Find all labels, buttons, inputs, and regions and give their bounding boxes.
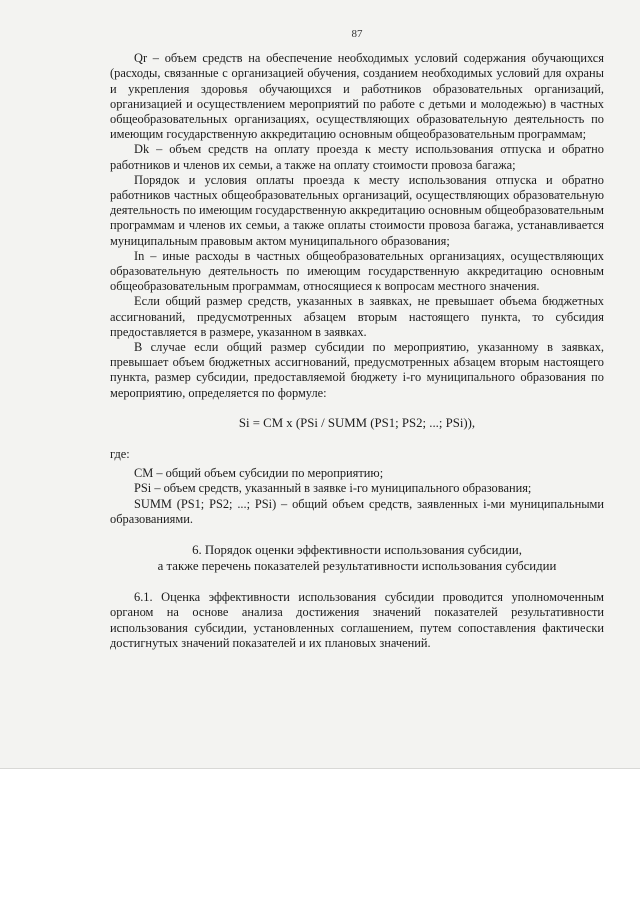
definition-summ: SUMM (PS1; PS2; ...; PSi) – общий объем средств, заявленных i-ми муниципальными образованиями. bbox=[110, 496, 604, 526]
section-heading-line-1: 6. Порядок оценки эффективности использования субсидии, bbox=[192, 543, 522, 558]
paragraph-6-1: 6.1. Оценка эффективности использования субсидии проводится уполномоченным органом на основе анализа достижения значений показателей результативности использования субсидии, установленных соглашением, путем сопоставления фактически достигнутых значений показателей и их плановых значений. bbox=[110, 590, 604, 650]
where-label: где: bbox=[110, 447, 130, 462]
paragraph-in-definition: In – иные расходы в частных общеобразовательных организациях, осуществляющих образовательную деятельность по имеющим государственную аккредитацию основным общеобразовательным программам, относящиеся к вопросам местного значения. bbox=[110, 248, 604, 294]
paragraph-subsidy-within-budget: Если общий размер средств, указанных в заявках, не превышает объема бюджетных ассигнований, предусмотренных абзацем вторым настоящего пункта, то субсидия предоставляется в размере, указанном в заявках. bbox=[110, 294, 604, 339]
definition-cm: CM – общий объем субсидии по мероприятию; bbox=[134, 466, 384, 481]
subsidy-formula: Si = CM x (PSi / SUMM (PS1; PS2; ...; PSi)), bbox=[238, 415, 476, 430]
paragraph-subsidy-exceeds-budget: В случае если общий размер субсидии по мероприятию, указанному в заявках, превышает объем бюджетных ассигнований, предусмотренных абзацем вторым настоящего пункта, размер субсидии, предоставляемой бюджету i-го муниципального образования по мероприятию, определяется по формуле: bbox=[110, 340, 604, 400]
definition-psi: PSi – объем средств, указанный в заявке i-го муниципального образования; bbox=[134, 481, 532, 496]
page-number: 87 bbox=[351, 28, 363, 40]
section-heading bbox=[110, 542, 604, 574]
document-page bbox=[110, 27, 604, 651]
paragraph-travel-payment-order: Порядок и условия оплаты проезда к месту использования отпуска и обратно работников частных общеобразовательных организаций, осуществляющих образовательную деятельность по имеющим государственную аккредитацию основным общеобразовательным программам и членов их семьи, а также оплаты стоимости провоза багажа, устанавливается муниципальным правовым актом муниципального образования; bbox=[110, 172, 604, 248]
section-heading-line-2: а также перечень показателей результативности использования субсидии bbox=[157, 559, 557, 574]
paragraph-qr-definition: Qr – объем средств на обеспечение необходимых условий содержания обучающихся (расходы, связанные с организацией обучения, созданием необходимых условий для охраны и укрепления здоровья обучающихся и работников образовательных организаций, организацией и осуществлением мероприятий по работе с детьми и молодежью) в частных общеобразовательных организациях, осуществляющих образовательную деятельность по имеющим государственную аккредитацию основным общеобразовательным программам; bbox=[110, 51, 604, 142]
paragraph-dk-definition: Dk – объем средств на оплату проезда к месту использования отпуска и обратно работников и членов их семьи, а также на оплату стоимости провоза багажа; bbox=[110, 142, 604, 172]
